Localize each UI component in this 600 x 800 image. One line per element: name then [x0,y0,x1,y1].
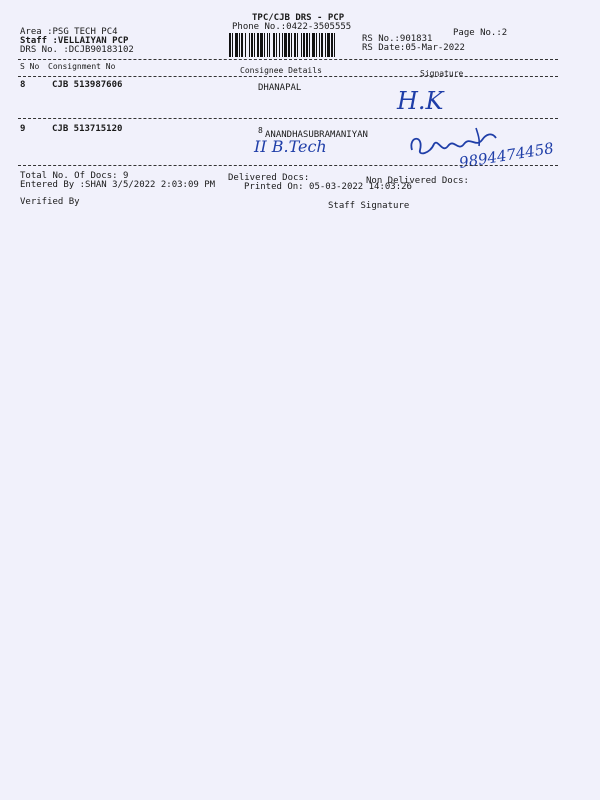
row-9-consignment: CJB 513715120 [52,124,123,134]
barcode-image [229,33,353,57]
row-9-note: II B.Tech [254,137,327,156]
col-consignment-no: Consignment No [48,62,116,71]
col-consignee-details: Consignee Details [240,66,322,75]
total-docs: Total No. Of Docs: 9 [20,171,129,181]
row-9-consignee: ANANDHASUBRAMANIYAN [265,130,368,140]
entered-by: Entered By :SHAN 3/5/2022 2:03:09 PM [20,180,216,190]
row-8-signature: H.K [397,87,444,115]
phone-number: Phone No.:0422-3505555 [232,22,352,32]
rs-date: RS Date:05-Mar-2022 [362,43,465,53]
non-delivered-docs: Non Delivered Docs: [366,176,469,186]
divider [18,59,558,60]
row-9-consignee-prefix: 8 [258,126,263,135]
col-signature: Signature [420,69,464,78]
divider [18,165,558,166]
divider [18,76,558,77]
row-8-consignee: DHANAPAL [258,83,302,93]
area-label: Area :PSG TECH PC4 [20,27,118,37]
rs-number: RS No.:901831 [362,34,433,44]
delivered-docs: Delivered Docs: [228,173,310,183]
page-number: Page No.:2 [453,28,508,38]
staff-label: Staff :VELLAIYAN PCP [20,36,129,46]
printed-on: Printed On: 05-03-2022 14:03:26 [244,182,412,192]
verified-by: Verified By [20,197,80,207]
divider [18,118,558,119]
row-8-consignment: CJB 513987606 [52,80,123,90]
row-8-s-no: 8 [20,80,26,90]
row-9-s-no: 9 [20,124,26,134]
drs-number: DRS No. :DCJB90183102 [20,45,134,55]
staff-signature: Staff Signature [328,201,410,211]
document-title: TPC/CJB DRS - PCP [252,13,345,23]
col-s-no: S No [20,62,40,71]
row-9-phone: 9894474458 [457,139,555,172]
